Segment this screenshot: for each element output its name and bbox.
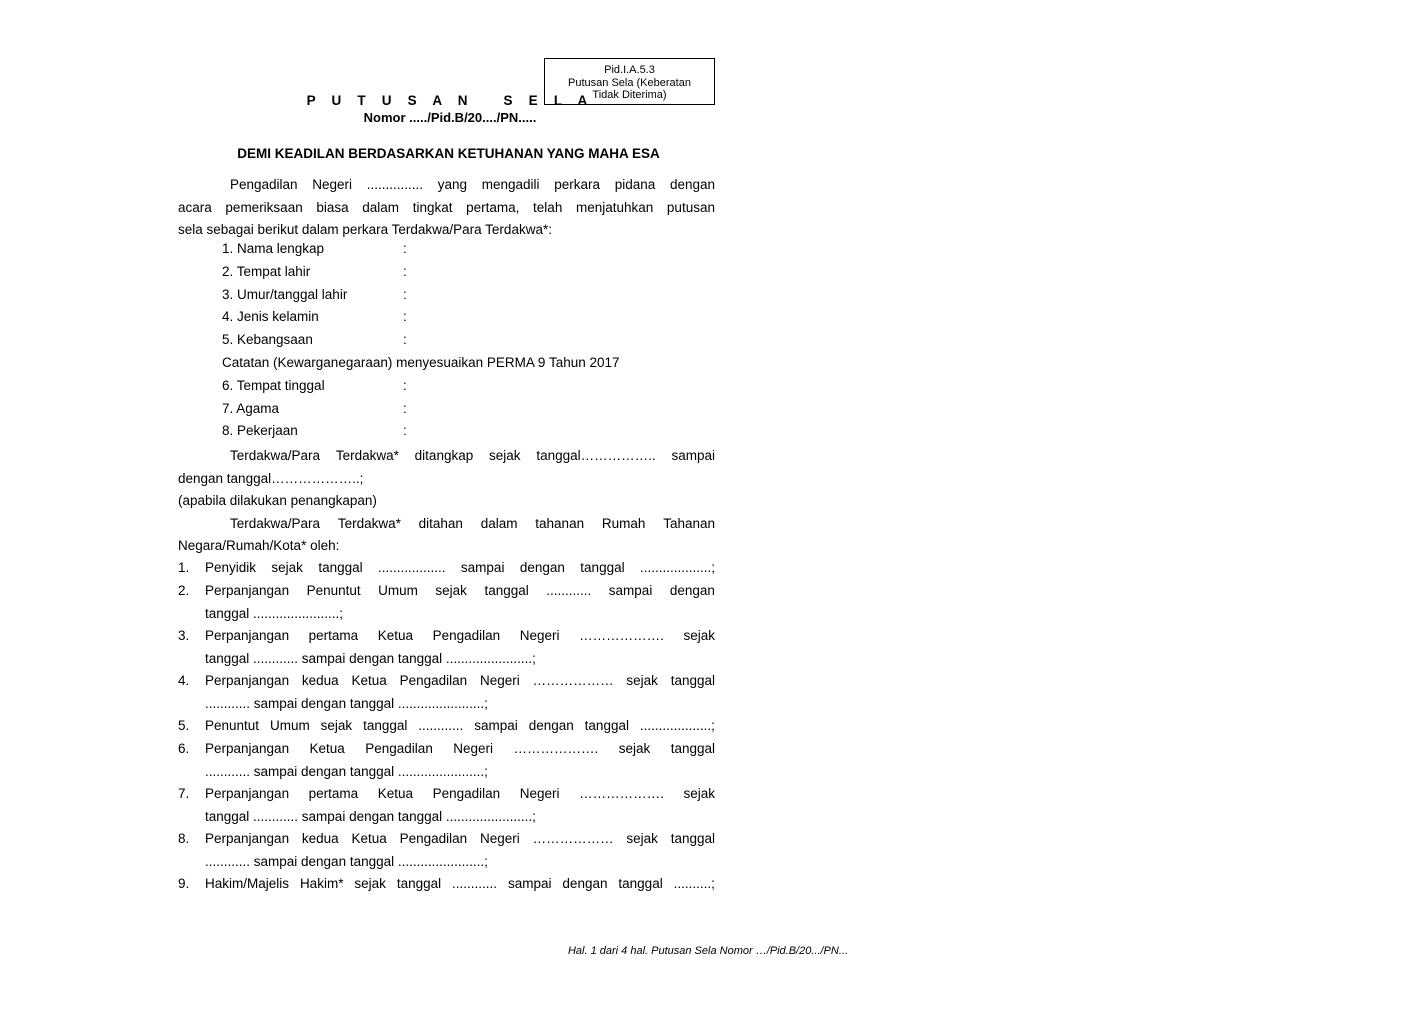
document-number: Nomor ...../Pid.B/20..../PN..... xyxy=(363,110,537,125)
item-number: 3. xyxy=(178,628,190,643)
item-text-line: tanggal ............ sampai dengan tanggal .......................; xyxy=(205,651,536,666)
item-text-line: ............ sampai dengan tanggal .......................; xyxy=(205,696,488,711)
arrest-line-3: (apabila dilakukan penangkapan) xyxy=(178,493,377,508)
page-footer: Hal. 1 dari 4 hal. Putusan Sela Nomor …/Pid.B/20.../PN... xyxy=(567,945,849,957)
identity-colon: : xyxy=(403,287,407,302)
item-text-line: Perpanjangan kedua Ketua Pengadilan Negeri ……………… sejak tanggal xyxy=(205,831,715,846)
item-number: 5. xyxy=(178,718,190,733)
item-number: 6. xyxy=(178,741,190,756)
identity-colon: : xyxy=(403,423,407,438)
item-number: 1. xyxy=(178,560,190,575)
identity-label: 8. Pekerjaan xyxy=(222,423,298,438)
item-text-line: Perpanjangan pertama Ketua Pengadilan Negeri ………………. sejak xyxy=(205,786,715,801)
item-number: 9. xyxy=(178,876,190,891)
identity-label: 2. Tempat lahir xyxy=(222,264,311,279)
identity-label: 5. Kebangsaan xyxy=(222,332,313,347)
intro-line-1: Pengadilan Negeri ............... yang mengadili perkara pidana dengan xyxy=(230,177,715,192)
identity-label: 3. Umur/tanggal lahir xyxy=(222,287,348,302)
item-text-line: Penuntut Umum sejak tanggal ............ sampai dengan tanggal ...................; xyxy=(205,718,715,733)
identity-colon: : xyxy=(403,332,407,347)
item-text-line: ............ sampai dengan tanggal .......................; xyxy=(205,854,488,869)
item-text-line: Perpanjangan Ketua Pengadilan Negeri ………………. sejak tanggal xyxy=(205,741,715,756)
form-type: Putusan Sela (Keberatan xyxy=(568,76,691,89)
identity-label: Catatan (Kewarganegaraan) menyesuaikan PERMA 9 Tahun 2017 xyxy=(222,355,620,370)
arrest-line-1: Terdakwa/Para Terdakwa* ditangkap sejak tanggal…………….. sampai xyxy=(230,448,715,463)
identity-colon: : xyxy=(403,401,407,416)
item-text-line: Hakim/Majelis Hakim* sejak tanggal ............ sampai dengan tanggal ..........; xyxy=(205,876,715,891)
form-code: Pid.I.A.5.3 xyxy=(604,64,655,76)
item-number: 8. xyxy=(178,831,190,846)
irah-irah-heading: DEMI KEADILAN BERDASARKAN KETUHANAN YANG MAHA ESA xyxy=(237,146,660,161)
item-text-line: Perpanjangan Penuntut Umum sejak tanggal ............ sampai dengan xyxy=(205,583,715,598)
item-number: 7. xyxy=(178,786,190,801)
identity-label: 6. Tempat tinggal xyxy=(222,378,325,393)
detention-line-2: Negara/Rumah/Kota* oleh: xyxy=(178,538,340,553)
identity-colon: : xyxy=(403,309,407,324)
item-number: 2. xyxy=(178,583,190,598)
intro-line-3: sela sebagai berikut dalam perkara Terdakwa/Para Terdakwa*: xyxy=(178,222,552,237)
item-number: 4. xyxy=(178,673,190,688)
form-type-cont: Tidak Diterima) xyxy=(592,89,667,101)
detention-line-1: Terdakwa/Para Terdakwa* ditahan dalam tahanan Rumah Tahanan xyxy=(230,516,715,531)
item-text-line: Penyidik sejak tanggal .................. sampai dengan tanggal ...................; xyxy=(205,560,715,575)
identity-colon: : xyxy=(403,241,407,256)
identity-label: 7. Agama xyxy=(222,401,280,416)
identity-colon: : xyxy=(403,378,407,393)
identity-label: 1. Nama lengkap xyxy=(222,241,325,256)
intro-line-2: acara pemeriksaan biasa dalam tingkat pertama, telah menjatuhkan putusan xyxy=(178,200,715,215)
identity-label: 4. Jenis kelamin xyxy=(222,309,319,324)
identity-colon: : xyxy=(403,264,407,279)
arrest-line-2: dengan tanggal………………..; xyxy=(178,471,364,486)
item-text-line: ............ sampai dengan tanggal .......................; xyxy=(205,764,488,779)
document-title: P U T U S A N S E L A xyxy=(306,93,594,108)
item-text-line: Perpanjangan kedua Ketua Pengadilan Negeri ……………… sejak tanggal xyxy=(205,673,715,688)
item-text-line: Perpanjangan pertama Ketua Pengadilan Negeri ………………. sejak xyxy=(205,628,715,643)
item-text-line: tanggal .......................; xyxy=(205,606,344,621)
item-text-line: tanggal ............ sampai dengan tanggal .......................; xyxy=(205,809,536,824)
